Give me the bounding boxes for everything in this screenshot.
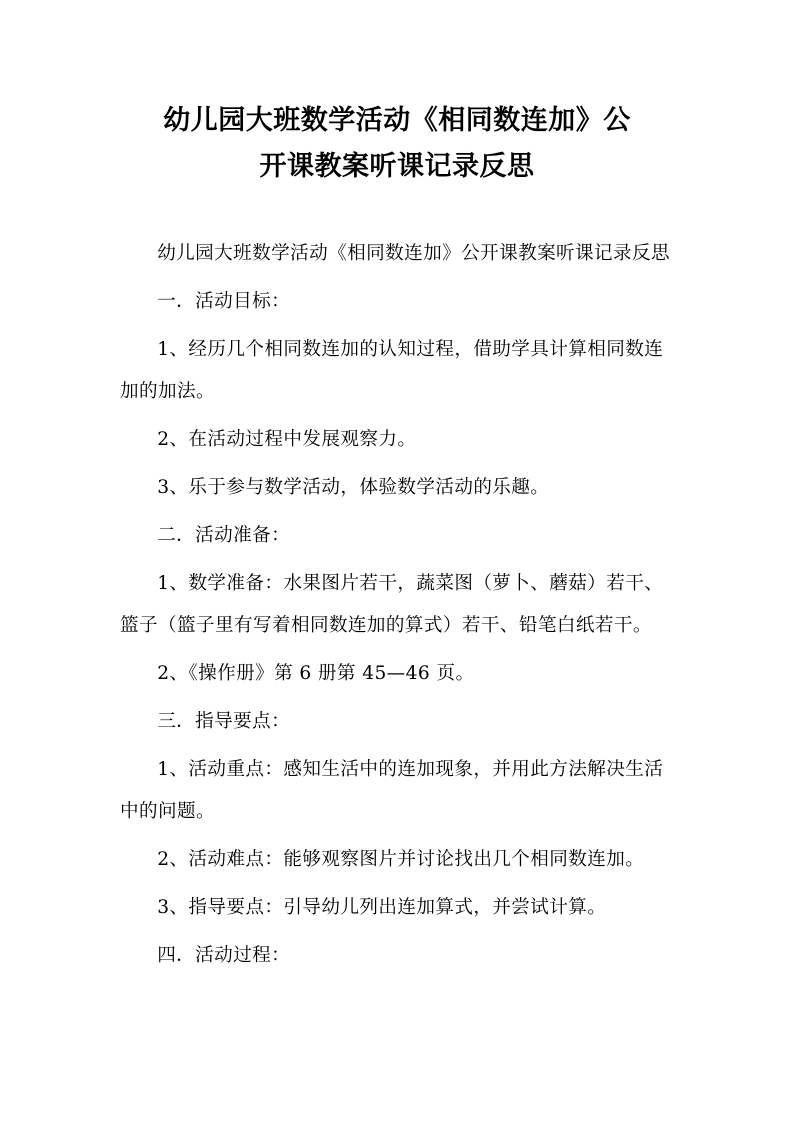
section-heading-process: 四．活动过程： [157,945,291,966]
document-body [120,233,676,977]
paragraph-goal-2: 2、在活动过程中发展观察力。 [157,429,417,450]
paragraph-guidance-1: 1、活动重点：感知生活中的连加现象，并用此方法解决生活中的问题。 [120,759,664,822]
section-heading-preparation: 二．活动准备： [157,525,291,546]
paragraph-preparation-1: 1、数学准备：水果图片若干，蔬菜图（萝卜、蘑菇）若干、篮子（篮子里有写着相同数连加的算式）若干、铅笔白纸若干。 [120,573,664,636]
paragraph-guidance-3: 3、指导要点：引导幼儿列出连加算式，并尝试计算。 [157,897,607,918]
paragraph-goal-1: 1、经历几个相同数连加的认知过程，借助学具计算相同数连加的加法。 [120,339,664,402]
paragraph-goal-3: 3、乐于参与数学活动，体验数学活动的乐趣。 [157,477,550,498]
section-heading-goals: 一．活动目标： [157,291,291,312]
section-heading-guidance: 三．指导要点： [157,711,291,732]
document-title [110,98,684,190]
title-line-1: 幼儿园大班数学活动《相同数连加》公 [163,105,631,136]
paragraph-intro: 幼儿园大班数学活动《相同数连加》公开课教案听课记录反思 [157,243,671,264]
paragraph-preparation-2: 2、《操作册》第 6 册第 45—46 页。 [157,663,475,684]
title-line-2: 开课教案听课记录反思 [259,151,535,182]
paragraph-guidance-2: 2、活动难点：能够观察图片并讨论找出几个相同数连加。 [157,849,645,870]
